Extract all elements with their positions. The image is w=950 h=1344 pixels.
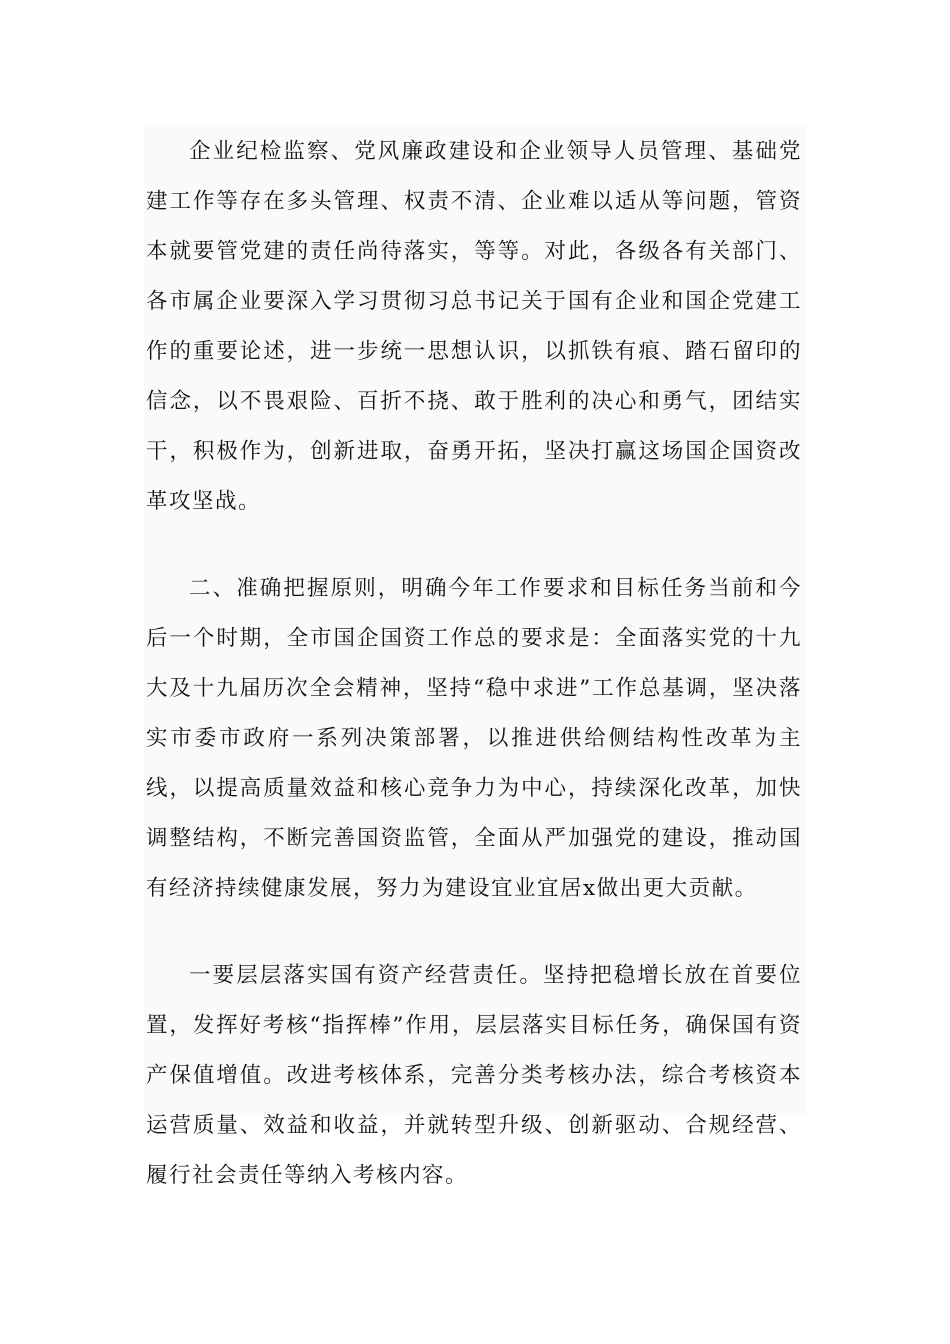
document-text-block: [144, 125, 806, 1188]
paragraph-2: 二、准确把握原则，明确今年工作要求和目标任务当前和今后一个时期，全市国企国资工作总的要求是：全面落实党的十九大及十九届历次全会精神，坚持“稳中求进”工作总基调，坚决落实市委市政府一系列决策部署，以推进供给侧结构性改革为主线，以提高质量效益和核心竞争力为中心，持续深化改革，加快调整结构，不断完善国资监管，全面从严加强党的建设，推动国有经济持续健康发展，努力为建设宜业宜居x做出更大贡献。: [146, 576, 802, 901]
paragraph-3: 一要层层落实国有资产经营责任。坚持把稳增长放在首要位置，发挥好考核“指挥棒”作用，层层落实目标任务，确保国有资产保值增值。改进考核体系，完善分类考核办法，综合考核资本运营质量、效益和收益，并就转型升级、创新驱动、合规经营、履行社会责任等纳入考核内容。: [146, 963, 802, 1188]
paragraph-1: 企业纪检监察、党风廉政建设和企业领导人员管理、基础党建工作等存在多头管理、权责不清、企业难以适从等问题，管资本就要管党建的责任尚待落实，等等。对此，各级各有关部门、各市属企业要深入学习贯彻习总书记关于国有企业和国企党建工作的重要论述，进一步统一思想认识，以抓铁有痕、踏石留印的信念，以不畏艰险、百折不挠、敢于胜利的决心和勇气，团结实干，积极作为，创新进取，奋勇开拓，坚决打赢这场国企国资改革攻坚战。: [146, 139, 802, 514]
